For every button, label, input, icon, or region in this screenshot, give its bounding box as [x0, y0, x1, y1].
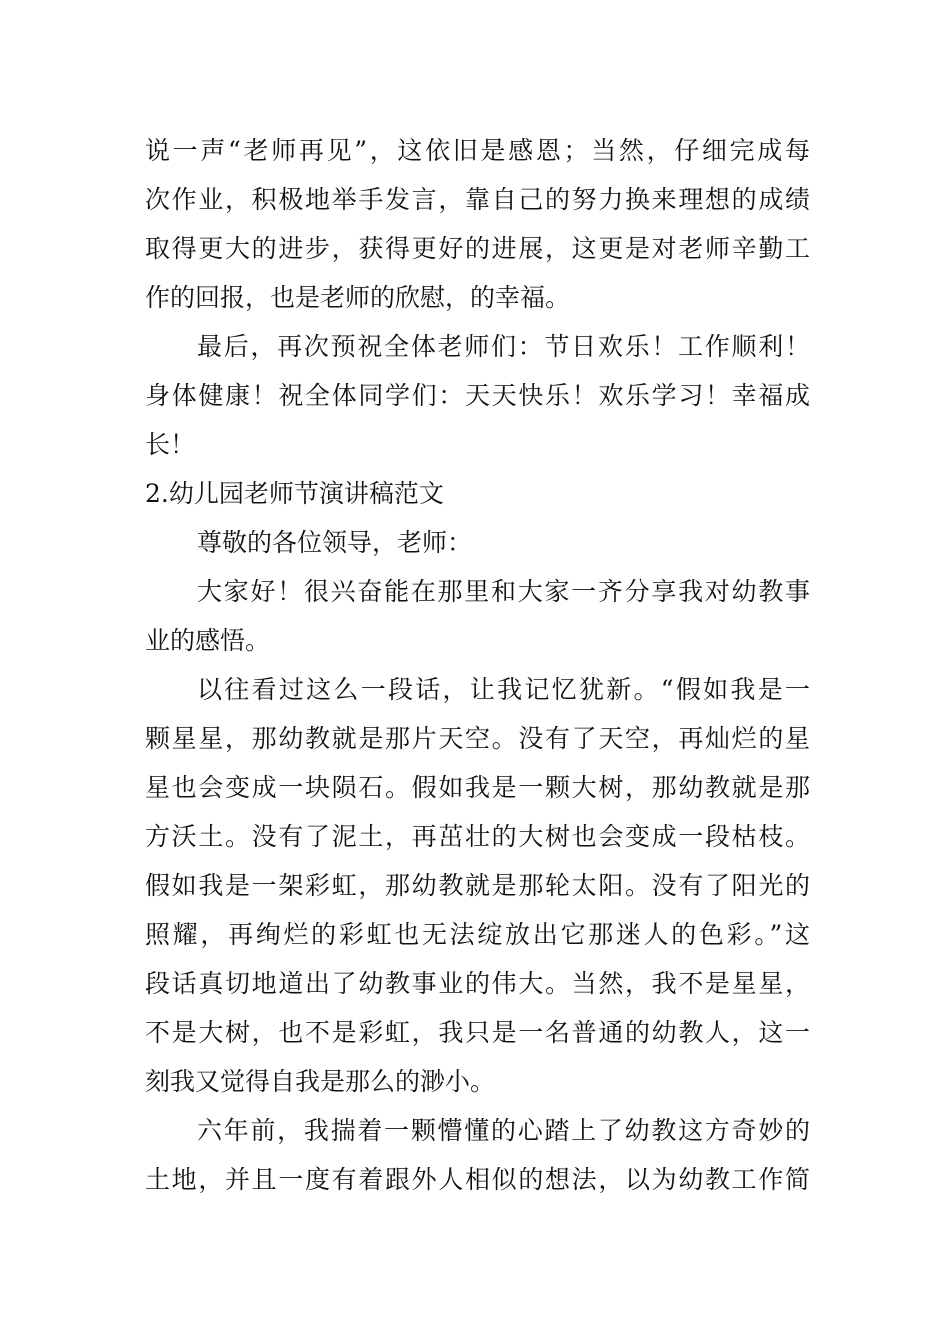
- text-line: 假如我是一架彩虹，那幼教就是那轮太阳。没有了阳光的: [145, 871, 810, 900]
- text-line: 星也会变成一块陨石。假如我是一颗大树，那幼教就是那: [145, 773, 810, 802]
- document-body: [145, 126, 810, 1204]
- text-line: 土地，并且一度有着跟外人相似的想法，以为幼教工作简: [145, 1165, 810, 1194]
- text-line: 六年前，我揣着一颗懵懂的心踏上了幼教这方奇妙的: [197, 1116, 810, 1145]
- text-line: 取得更大的进步，获得更好的进展，这更是对老师辛勤工: [145, 234, 810, 263]
- text-line: 不是大树，也不是彩虹，我只是一名普通的幼教人，这一: [145, 1018, 810, 1047]
- text-line: 尊敬的各位领导，老师：: [197, 528, 473, 557]
- text-line: 大家好！很兴奋能在那里和大家一齐分享我对幼教事: [197, 577, 810, 606]
- text-line: 刻我又觉得自我是那么的渺小。: [145, 1067, 496, 1096]
- text-line: 颗星星，那幼教就是那片天空。没有了天空，再灿烂的星: [145, 724, 810, 753]
- section-heading: 2.幼儿园老师节演讲稿范文: [145, 479, 444, 508]
- text-line: 长！: [145, 430, 196, 459]
- text-line: 次作业，积极地举手发言，靠自己的努力换来理想的成绩: [145, 185, 810, 214]
- text-line: 说一声“老师再见”，这依旧是感恩；当然，仔细完成每: [145, 136, 810, 165]
- text-line: 业的感悟。: [145, 626, 271, 655]
- text-line: 方沃土。没有了泥土，再茁壮的大树也会变成一段枯枝。: [145, 822, 810, 851]
- text-line: 段话真切地道出了幼教事业的伟大。当然，我不是星星，: [145, 969, 810, 998]
- text-line: 身体健康！祝全体同学们：天天快乐！欢乐学习！幸福成: [145, 381, 810, 410]
- text-line: 最后，再次预祝全体老师们：节日欢乐！工作顺利！: [197, 332, 810, 361]
- text-line: 作的回报，也是老师的欣慰，的幸福。: [145, 283, 571, 312]
- text-line: 照耀，再绚烂的彩虹也无法绽放出它那迷人的色彩。”这: [145, 920, 810, 949]
- text-line: 以往看过这么一段话，让我记忆犹新。“假如我是一: [197, 675, 810, 704]
